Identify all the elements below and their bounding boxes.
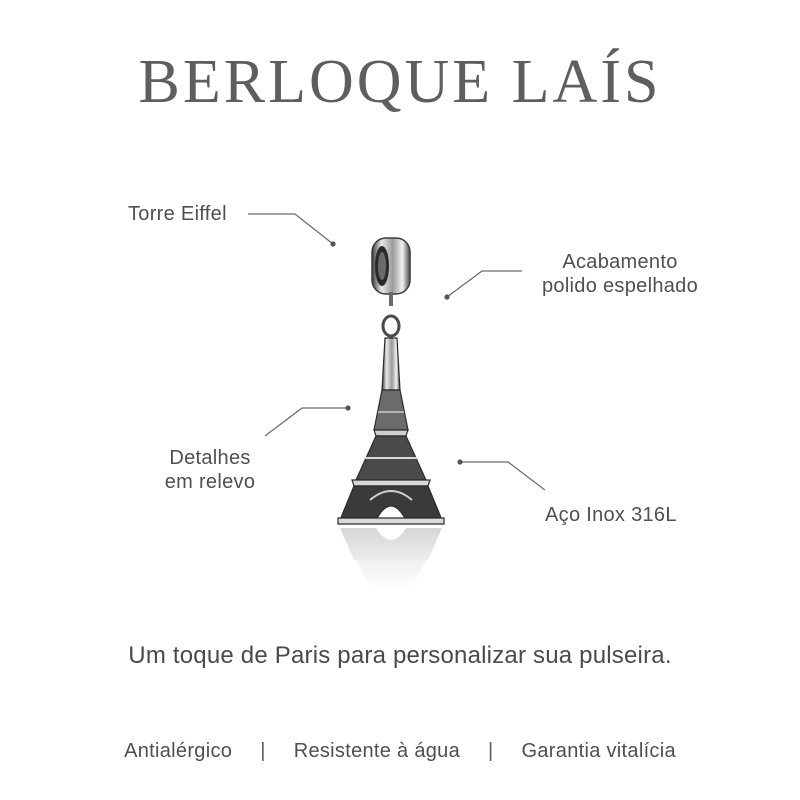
eiffel-tower-charm-image [330,230,470,590]
callout-acabamento-line1: Acabamento [562,251,678,273]
feature-antialergico: Antialérgico [124,739,233,762]
tagline: Um toque de Paris para personalizar sua pulseira. [128,642,672,669]
charm-bead [372,238,410,294]
callout-aco-inox: Aço Inox 316L [545,504,677,526]
callout-torre-eiffel: Torre Eiffel [128,203,227,225]
feature-separator: | [488,739,494,762]
callout-acabamento-line2: polido espelhado [541,275,699,297]
callout-detalhes-line1: Detalhes [169,447,251,469]
leader-line-torre [248,214,333,244]
feature-list [0,737,800,765]
feature-separator: | [260,739,266,762]
leader-line-aco [460,462,545,490]
product-title: BERLOQUE LAÍS [138,48,662,116]
callout-detalhes-line2: em relevo [164,471,256,493]
feature-garantia: Garantia vitalícia [521,739,676,762]
tower-body [338,338,444,524]
feature-resistente-agua: Resistente à água [293,739,461,762]
